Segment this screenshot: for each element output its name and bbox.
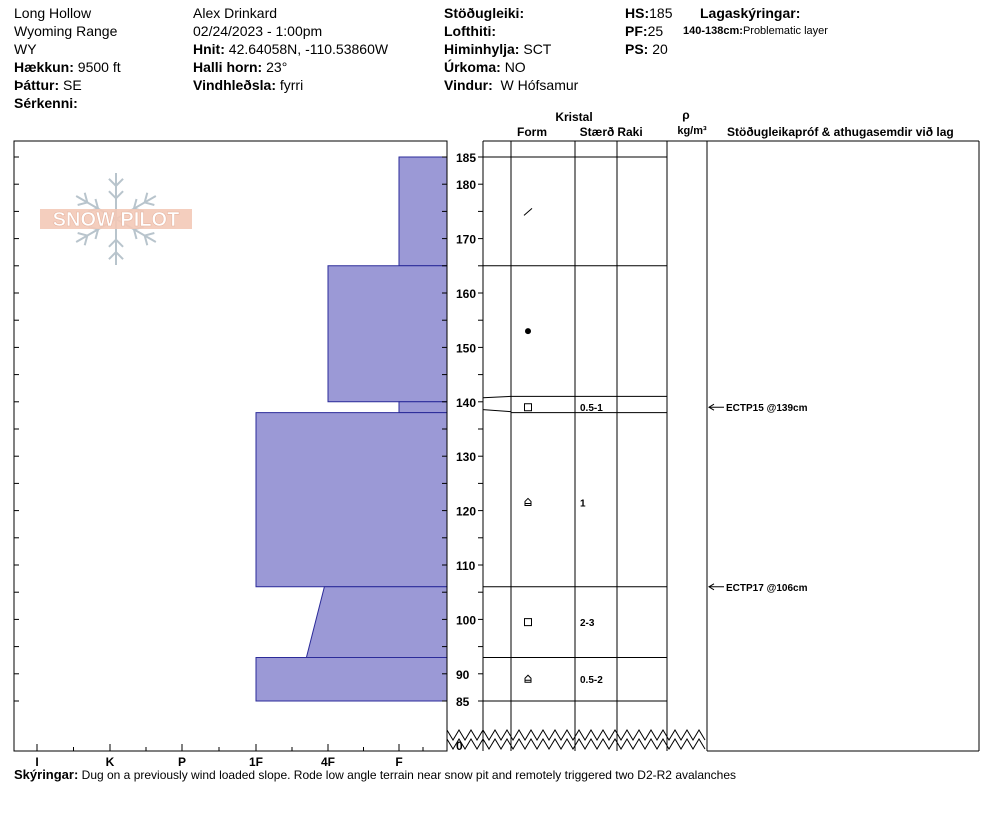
snowflake-branch: [116, 240, 123, 247]
hardness-layer: [306, 587, 447, 658]
snowflake-branch: [109, 179, 116, 186]
ps-label: PS:: [625, 41, 649, 57]
snowflake-branch: [145, 233, 155, 236]
precip-label: Úrkoma:: [444, 59, 501, 75]
wind-loading-value: fyrri: [279, 77, 304, 93]
stability-tests-column: [709, 403, 808, 594]
hardness-layer: [328, 266, 447, 402]
decomposing-icon: [524, 208, 532, 215]
axis-break-zigzag: [447, 730, 705, 740]
stability-test-label: ECTP17 @106cm: [726, 582, 808, 594]
state-name: WY: [14, 41, 37, 57]
snowflake-branch: [116, 191, 123, 198]
axis-break-zigzag: [447, 739, 705, 749]
faceted-crystal-icon: [525, 404, 532, 411]
form-header: Form: [517, 125, 547, 139]
depth-hoar-icon: [525, 498, 531, 505]
pf-value: 25: [647, 23, 664, 39]
hardness-axis: [35, 744, 423, 769]
legend-label: Lagaskýringar:: [700, 5, 801, 21]
layer-connector: [483, 410, 511, 412]
snowflake-branch: [116, 252, 123, 259]
aspect-label: Þáttur:: [14, 77, 60, 93]
depth-tick-label: 85: [456, 695, 470, 709]
features-label: Sérkenni:: [14, 95, 78, 111]
density-header: kg/m³: [677, 125, 707, 137]
hardness-layers: [256, 157, 447, 701]
hardness-layer: [399, 157, 447, 266]
pf-label: PF:: [625, 23, 648, 39]
depth-tick-label: 180: [456, 178, 477, 193]
elevation-value: 9500 ft: [77, 59, 121, 75]
snowflake-branch: [109, 240, 116, 247]
depth-tick-label: 140: [456, 395, 477, 410]
crystal-size-label: 0.5-2: [580, 675, 603, 687]
hardness-tick-label: 1F: [248, 755, 264, 769]
wind-label: Vindur:: [444, 77, 493, 93]
hardness-layer: [256, 413, 447, 587]
wind-value: W Hófsamur: [500, 77, 579, 93]
wind-loading-label: Vindhleðsla:: [193, 77, 276, 93]
depth-hoar-icon: [525, 675, 531, 682]
depth-tick-label: 110: [456, 559, 476, 573]
depth-tick-label: 0: [456, 739, 463, 753]
depth-tick-label: 185: [456, 151, 477, 165]
comments-footer: [14, 767, 736, 782]
comments-text: Dug on a previously wind loaded slope. Rode low angle terrain near snow pit and remotely triggered two D2-R2 avalanches: [81, 768, 737, 782]
stability-tests-header: Stöðugleikapróf & athugasemdir við lag: [727, 125, 954, 139]
rounded-grain-icon: [525, 328, 531, 334]
hardness-layer: [256, 657, 447, 701]
crystal-size-label: 0.5-1: [580, 403, 603, 415]
logo-text: SNOW PILOT: [52, 209, 180, 231]
crystal-size-label: 2-3: [580, 618, 595, 630]
hardness-tick-label: F: [395, 755, 403, 769]
hardness-tick-label: I: [35, 755, 39, 769]
elevation-label: Hækkun:: [14, 59, 74, 75]
precip-value: NO: [504, 59, 526, 75]
depth-tick-label: 150: [456, 341, 477, 356]
faceted-crystal-icon: [525, 619, 532, 626]
depth-tick-label: 160: [456, 287, 477, 301]
hardness-tick-label: P: [177, 755, 187, 769]
hs-label: HS:: [625, 5, 650, 21]
airtemp-label: Lofthiti:: [444, 23, 497, 39]
snowflake-branch: [78, 233, 88, 236]
stability-label: Stöðugleiki:: [444, 5, 525, 21]
legend-text: Problematic layer: [742, 25, 828, 37]
hardness-tick-label: K: [105, 755, 115, 769]
hs-value: 185: [649, 5, 673, 21]
range-name: Wyoming Range: [14, 23, 118, 39]
crystal-size-label: 1: [580, 498, 586, 510]
observer-name: Alex Drinkard: [193, 5, 278, 21]
slope-label: Halli horn:: [193, 59, 263, 75]
coords-value: 42.64058N, -110.53860W: [228, 41, 389, 57]
depth-scale: [456, 151, 476, 753]
snowflake-branch: [145, 202, 155, 205]
hardness-tick-label: 4F: [320, 755, 336, 769]
depth-tick-label: 100: [456, 613, 477, 628]
hardness-layer: [399, 402, 447, 413]
depth-tick-label: 170: [456, 232, 477, 247]
location-name: Long Hollow: [14, 5, 92, 21]
depth-tick-label: 90: [456, 667, 470, 682]
layer-connector: [483, 396, 511, 397]
snowflake-branch: [109, 191, 116, 198]
snowpilot-logo: [40, 173, 192, 265]
size-header: Stærð: [579, 125, 615, 139]
sky-label: Himinhylja:: [444, 41, 520, 57]
crystal-column: [524, 208, 603, 686]
ps-value: 20: [652, 41, 668, 57]
legend-range: 140-138cm:: [683, 25, 743, 37]
rho-header: ρ: [682, 108, 690, 122]
snowflake-branch: [78, 202, 88, 205]
depth-tick-label: 130: [456, 450, 477, 465]
stability-test-label: ECTP15 @139cm: [726, 403, 808, 415]
snowflake-branch: [116, 179, 123, 186]
snowflake-branch: [109, 252, 116, 259]
layer-table: [447, 141, 979, 751]
comments-label: Skýringar:: [14, 767, 79, 782]
coords-label: Hnit:: [193, 41, 225, 57]
aspect-value: SE: [63, 77, 82, 93]
depth-tick-label: 120: [456, 504, 477, 519]
observation-datetime: 02/24/2023 - 1:00pm: [193, 23, 323, 39]
slope-value: 23°: [266, 59, 288, 75]
moisture-header: Raki: [617, 125, 643, 139]
crystal-header: Kristal: [555, 110, 593, 124]
sky-value: SCT: [523, 41, 552, 57]
